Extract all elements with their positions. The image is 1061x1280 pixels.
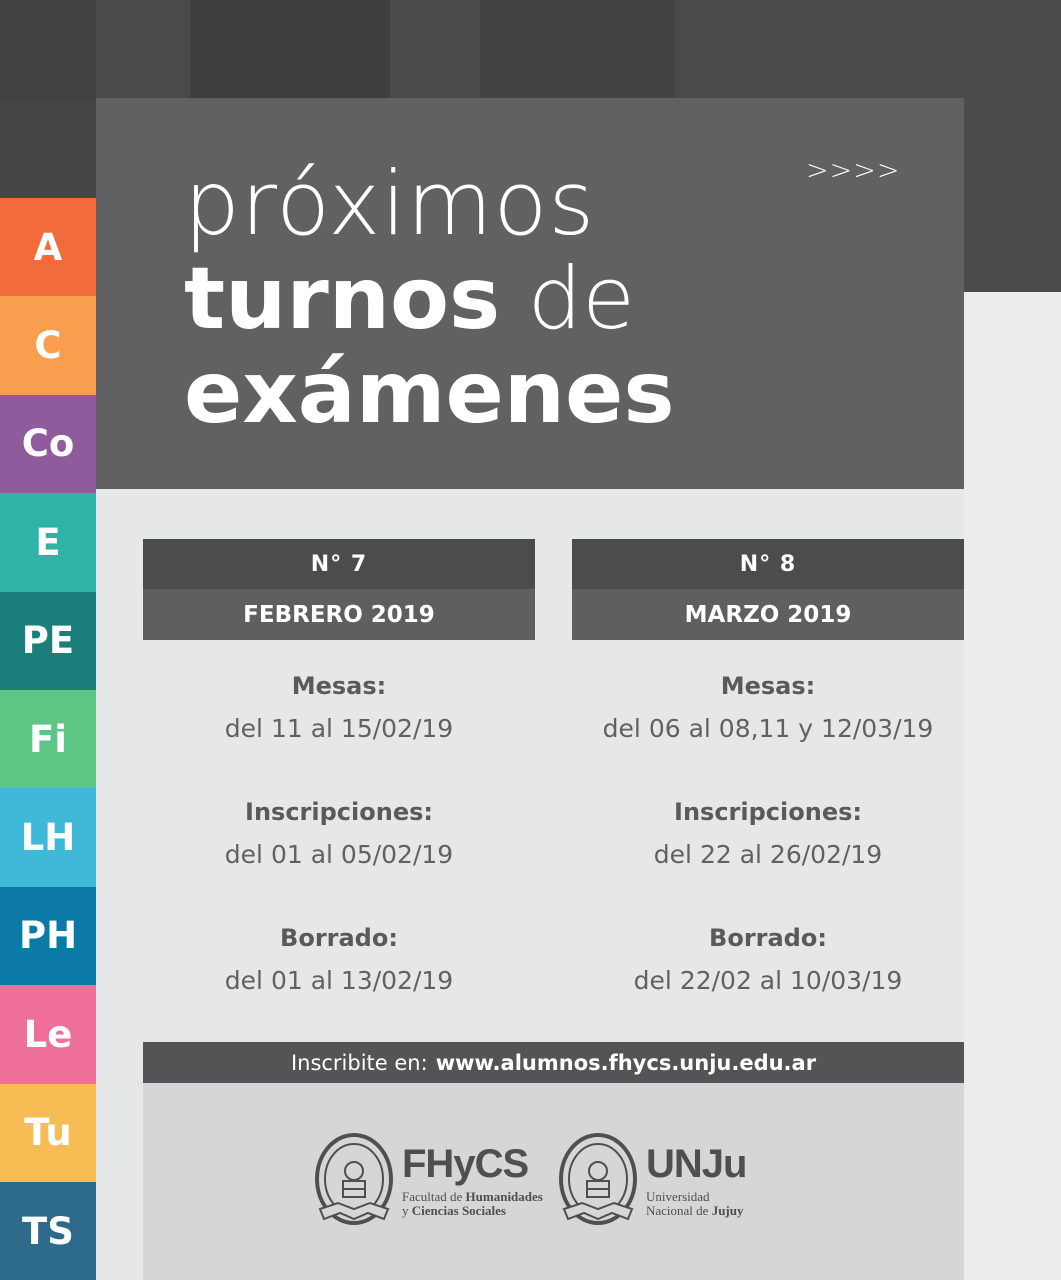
title-line-2 [184,249,636,349]
unju-sub-text: Jujuy [711,1203,744,1218]
university-seal-icon [558,1133,638,1229]
top-band-shade [480,0,675,100]
logos-panel [143,1083,964,1280]
mesas-label: Mesas: [291,672,387,700]
mesas-value: del 11 al 15/02/19 [224,714,454,743]
turno-number: N° 8 [572,539,964,589]
inscripciones-block [572,798,964,869]
inscripciones-value: del 01 al 05/02/19 [224,840,454,869]
career-tabs [0,198,96,1280]
career-tab-label: Le [23,1012,73,1056]
career-tab [0,690,96,788]
unju-sub-text: Universidad [646,1189,710,1204]
left-dark-block [0,100,96,200]
career-tab-label: A [33,225,63,269]
career-tab-label: C [34,324,62,368]
career-tab-label: Tu [24,1111,72,1155]
career-tab [0,788,96,886]
turno-month: FEBRERO 2019 [143,589,535,640]
top-band [0,0,1061,100]
mesas-value: del 06 al 08,11 y 12/03/19 [602,714,934,743]
title-line-1: próximos [184,152,596,255]
borrado-block [572,924,964,995]
right-dark-block [964,100,1061,292]
career-tab [0,887,96,985]
career-tab-label: E [35,520,61,564]
top-band-shade [190,0,390,100]
career-tab [0,493,96,591]
turno-number: N° 7 [143,539,535,589]
top-band-shade [0,0,96,100]
unju-logo-name: UNJu [646,1142,747,1186]
fhycs-sub-text: Ciencias Sociales [411,1203,506,1218]
career-tab-label: PE [21,619,75,663]
borrado-label: Borrado: [280,924,398,952]
career-tab [0,1182,96,1280]
signup-url-link[interactable]: www.alumnos.fhycs.unju.edu.ar [435,1050,817,1075]
borrado-value: del 01 al 13/02/19 [224,966,454,995]
borrado-value: del 22/02 al 10/03/19 [633,966,903,995]
mesas-block [143,672,535,743]
university-seal-icon [314,1133,394,1229]
turno-8-column [572,539,964,995]
signup-prefix: Inscribite en: [290,1050,428,1075]
unju-logo-sub [646,1190,746,1218]
career-tab [0,296,96,394]
career-tab-label: Fi [29,717,67,761]
unju-logo [558,1133,746,1229]
mesas-block [572,672,964,743]
career-tab-label: PH [18,914,78,958]
career-tab [0,395,96,493]
title-turnos: turnos [184,249,501,349]
fhycs-sub-text: Facultad de [402,1189,466,1204]
career-tab [0,592,96,690]
inscripciones-block [143,798,535,869]
title-line-3: exámenes [184,343,675,443]
career-tab [0,985,96,1083]
career-tab [0,198,96,296]
signup-bar [143,1042,964,1083]
mesas-label: Mesas: [720,672,816,700]
fhycs-logo-name: FHyCS [402,1142,529,1186]
arrows-decoration: >>>> [806,155,901,186]
career-tab [0,1084,96,1182]
fhycs-logo-text [402,1144,543,1218]
inscripciones-label: Inscripciones: [674,798,862,826]
turno-7-column [143,539,535,995]
unju-sub-text: Nacional de [646,1203,712,1218]
inscripciones-value: del 22 al 26/02/19 [653,840,883,869]
unju-logo-text [646,1144,746,1218]
fhycs-logo [314,1133,543,1229]
borrado-block [143,924,535,995]
fhycs-sub-text: Humanidades [465,1189,543,1204]
career-tab-label: Co [21,422,75,466]
career-tab-label: TS [22,1209,74,1253]
borrado-label: Borrado: [709,924,827,952]
title-de: de [527,249,636,349]
career-tab-label: LH [20,816,76,860]
inscripciones-label: Inscripciones: [245,798,433,826]
right-light-block [964,292,1061,1280]
fhycs-sub-text: y [402,1203,412,1218]
fhycs-logo-sub [402,1190,543,1218]
turno-month: MARZO 2019 [572,589,964,640]
